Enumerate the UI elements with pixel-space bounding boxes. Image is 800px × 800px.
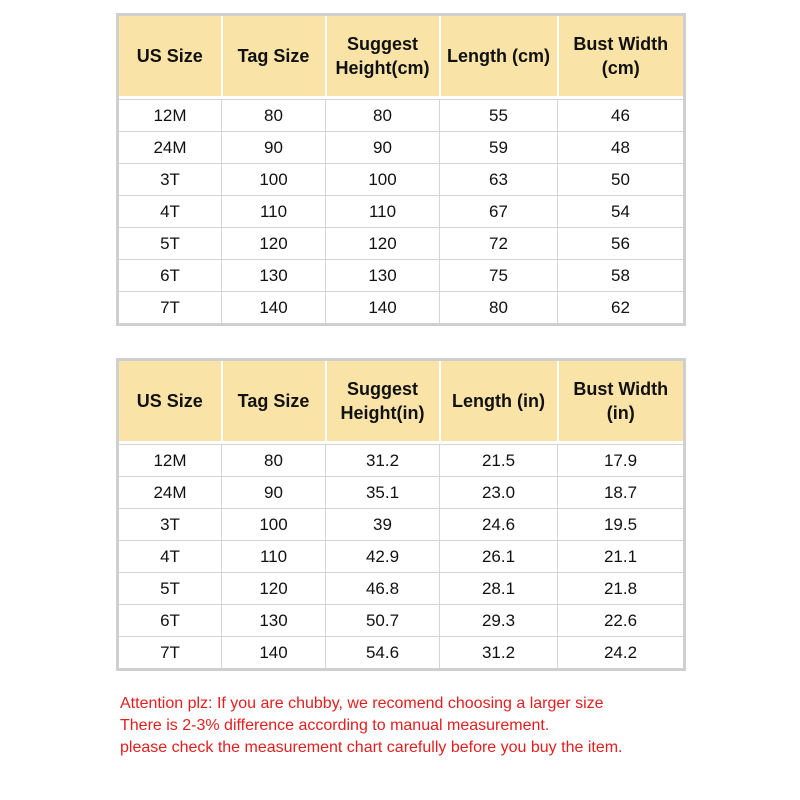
header-length: Length (cm) [440,15,558,98]
table-cell: 7T [118,637,222,670]
table-cell: 21.8 [558,573,685,605]
table-row [118,100,685,132]
header-tag-size: Tag Size [222,360,326,443]
table-cell: 54.6 [326,637,440,670]
table-cell: 130 [222,605,326,637]
table-row [118,605,685,637]
table-cell: 90 [222,477,326,509]
table-cell: 80 [222,445,326,477]
table-cell: 35.1 [326,477,440,509]
table-cell: 130 [326,260,440,292]
table-cell: 140 [326,292,440,325]
table-cell: 100 [326,164,440,196]
table-cell: 28.1 [440,573,558,605]
table-cell: 80 [222,100,326,132]
header-tag-size: Tag Size [222,15,326,98]
table-row [118,164,685,196]
table-cell: 31.2 [326,445,440,477]
table-cell: 100 [222,164,326,196]
table-cell: 3T [118,164,222,196]
table-row [118,637,685,670]
table-cell: 46 [558,100,685,132]
note-line: There is 2-3% difference according to manual measurement. [120,717,550,734]
table-cell: 4T [118,541,222,573]
note-line: please check the measurement chart carefully before you buy the item. [120,739,623,756]
table-cell: 7T [118,292,222,325]
table-cell: 50.7 [326,605,440,637]
table-cell: 90 [326,132,440,164]
table-cell: 39 [326,509,440,541]
table-cell: 67 [440,196,558,228]
table-cell: 72 [440,228,558,260]
table-cell: 80 [326,100,440,132]
table-cell: 24.2 [558,637,685,670]
table-cell: 23.0 [440,477,558,509]
table-cell: 130 [222,260,326,292]
table-cell: 50 [558,164,685,196]
table-cell: 24.6 [440,509,558,541]
table-cell: 12M [118,100,222,132]
header-us-size: US Size [118,15,222,98]
table-row [118,509,685,541]
table-cell: 75 [440,260,558,292]
table-cell: 120 [222,573,326,605]
header-suggest-height: Suggest Height(cm) [326,15,440,98]
table-cell: 58 [558,260,685,292]
table-cell: 110 [326,196,440,228]
table-row [118,132,685,164]
table-cell: 6T [118,260,222,292]
header-suggest-height: Suggest Height(in) [326,360,440,443]
table-row [118,292,685,325]
table-cell: 5T [118,228,222,260]
table-cell: 31.2 [440,637,558,670]
table-cell: 4T [118,196,222,228]
header-us-size: US Size [118,360,222,443]
table-cell: 59 [440,132,558,164]
attention-note [120,693,700,759]
table-row [118,477,685,509]
table-cell: 56 [558,228,685,260]
table-header-row [118,360,685,443]
table-row [118,228,685,260]
table-cell: 55 [440,100,558,132]
table-cell: 24M [118,477,222,509]
table-cell: 140 [222,637,326,670]
table-row [118,573,685,605]
table-cell: 22.6 [558,605,685,637]
table-row [118,196,685,228]
table-cell: 3T [118,509,222,541]
table-cell: 140 [222,292,326,325]
table-cell: 12M [118,445,222,477]
table-cell: 21.5 [440,445,558,477]
header-bust-width: Bust Width (cm) [558,15,685,98]
table-cell: 26.1 [440,541,558,573]
table-cell: 21.1 [558,541,685,573]
table-cell: 120 [326,228,440,260]
table-cell: 19.5 [558,509,685,541]
note-line: Attention plz: If you are chubby, we recomend choosing a larger size [120,695,604,712]
table-cell: 24M [118,132,222,164]
table-cell: 29.3 [440,605,558,637]
table-row [118,445,685,477]
size-table-in [116,358,686,671]
table-cell: 120 [222,228,326,260]
table-cell: 110 [222,196,326,228]
table-cell: 6T [118,605,222,637]
table-cell: 5T [118,573,222,605]
table-cell: 80 [440,292,558,325]
table-cell: 42.9 [326,541,440,573]
header-length: Length (in) [440,360,558,443]
table-cell: 90 [222,132,326,164]
table-cell: 63 [440,164,558,196]
table-cell: 110 [222,541,326,573]
table-header-row [118,15,685,98]
table-cell: 17.9 [558,445,685,477]
table-cell: 48 [558,132,685,164]
table-cell: 18.7 [558,477,685,509]
table-cell: 54 [558,196,685,228]
header-bust-width: Bust Width (in) [558,360,685,443]
table-cell: 46.8 [326,573,440,605]
table-cell: 62 [558,292,685,325]
table-cell: 100 [222,509,326,541]
table-row [118,260,685,292]
size-table-cm [116,13,686,326]
table-row [118,541,685,573]
